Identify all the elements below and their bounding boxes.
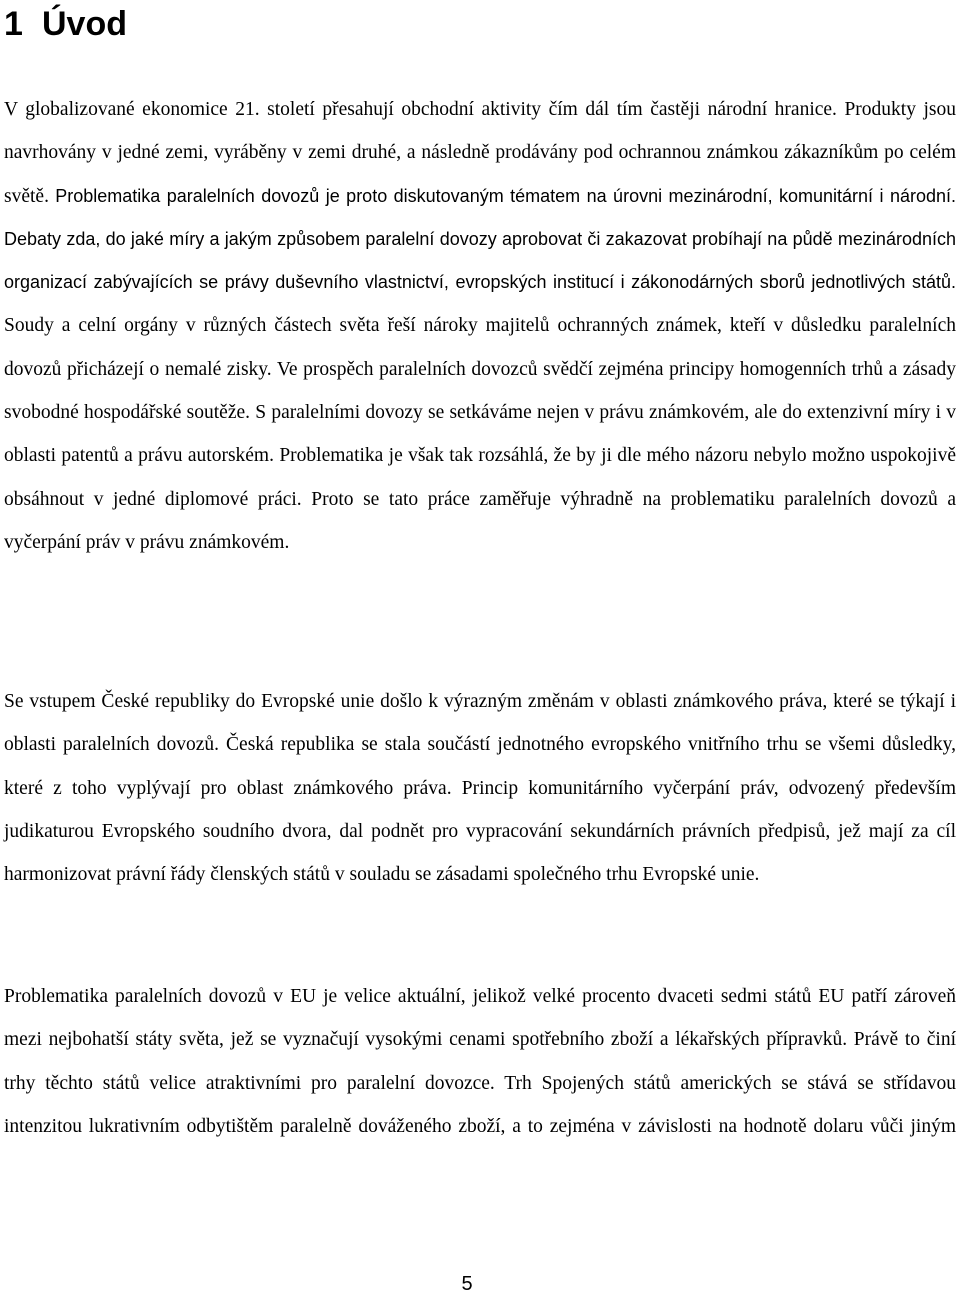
- paragraph-intro-sentence-3: Soudy a celní orgány v různých částech světa řeší nároky majitelů ochranných známek, kteří v důsledku paralelních dovozů přicházejí o nemalé zisky. Ve prospěch paralelních dovozců svědčí zejména principy homogenních trhů a zásady svobodné hospodářské soutěže. S paralelními dovozy se setkáváme nejen v právu známkovém, ale do extenzivní míry i v oblasti patentů a právu autorském. Problematika je však tak rozsáhlá, že by ji dle mého názoru nebylo možno uspokojivě obsáhnout v jedné diplomové práci. Proto se tato práce zaměřuje výhradně na problematiku paralelních dovozů a vyčerpání práv v právu známkovém.: [4, 315, 956, 553]
- chapter-title: Úvod: [42, 5, 127, 43]
- chapter-number: 1: [4, 5, 23, 43]
- paragraph-intro: [4, 88, 956, 564]
- paragraph-intro-sentence-1: V globalizované ekonomice 21. století přesahují obchodní aktivity čím dál tím častěji národní hranice. Produkty jsou navrhovány v jedné zemi, vyráběny v zemi druhé, a následně prodávány pod ochrannou známkou zákazníkům po celém světě.: [4, 99, 956, 207]
- page-number: 5: [461, 1273, 473, 1295]
- paragraph-eu-accession: Se vstupem České republiky do Evropské unie došlo k výrazným změnám v oblasti známkového práva, které se týkají i oblasti paralelních dovozů. Česká republika se stala součástí jednotného evropského vnitřního trhu se všemi důsledky, které z toho vyplývají pro oblast známkového práva. Princip komunitárního vyčerpání práv, odvozený především judikaturou Evropského soudního dvora, dal podnět pro vypracování sekundárních právních předpisů, jež mají za cíl harmonizovat právní řády členských států v souladu se zásadami společného trhu Evropské unie.: [4, 691, 956, 886]
- paragraph-eu-parallel-imports: Problematika paralelních dovozů v EU je velice aktuální, jelikož velké procento dvaceti sedmi států EU patří zároveň mezi nejbohatší státy světa, jež se vyznačují vysokými cenami spotřebního zboží a lékařských přípravků. Právě to činí trhy těchto států velice atraktivními pro paralelní dovozce. Trh Spojených států amerických se stává se střídavou intenzitou lukrativním odbytištěm paralelně dováženého zboží, a to zejména v závislosti na hodnotě dolaru vůči jiným: [4, 986, 956, 1137]
- paragraph-intro-sentence-2: Problematika paralelních dovozů je proto diskutovaným tématem na úrovni mezinárodní, komunitární i národní. Debaty zda, do jaké míry a jakým způsobem paralelní dovozy aprobovat či zakazovat probíhají na půdě mezinárodních organizací zabývajících se právy duševního vlastnictví, evropských institucí i zákonodárných sborů jednotlivých států.: [4, 185, 956, 293]
- chapter-heading: [4, 2, 127, 46]
